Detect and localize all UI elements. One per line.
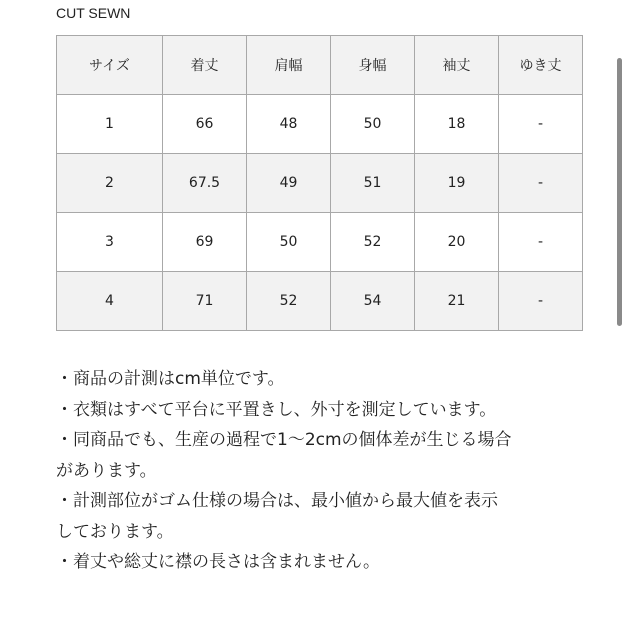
header-cell: 着丈 xyxy=(163,36,247,95)
table-cell: 54 xyxy=(331,272,415,331)
table-cell: - xyxy=(499,213,583,272)
measurement-notes xyxy=(56,364,606,578)
table-cell: - xyxy=(499,154,583,213)
table-cell: 52 xyxy=(331,213,415,272)
table-cell: - xyxy=(499,272,583,331)
table-cell: - xyxy=(499,95,583,154)
table-cell: 48 xyxy=(247,95,331,154)
header-cell: サイズ xyxy=(57,36,163,95)
table-row xyxy=(57,95,583,154)
table-header-row xyxy=(57,36,583,95)
table-row xyxy=(57,154,583,213)
table-cell: 19 xyxy=(415,154,499,213)
table-cell: 51 xyxy=(331,154,415,213)
table-cell: 71 xyxy=(163,272,247,331)
table-row xyxy=(57,213,583,272)
note-line: があります。 xyxy=(56,460,157,481)
note-line: ・計測部位がゴム仕様の場合は、最小値から最大値を表示 xyxy=(56,491,498,511)
table-cell: 69 xyxy=(163,213,247,272)
size-table xyxy=(56,35,583,331)
table-cell: 1 xyxy=(57,95,163,154)
table-cell: 2 xyxy=(57,154,163,213)
header-cell: 身幅 xyxy=(331,36,415,95)
note-line: ・商品の計測はcm単位です。 xyxy=(56,369,285,389)
header-cell: 袖丈 xyxy=(415,36,499,95)
table-cell: 49 xyxy=(247,154,331,213)
note-line: ・衣類はすべて平台に平置きし、外寸を測定しています。 xyxy=(56,399,497,420)
note-line: しております。 xyxy=(56,521,174,542)
table-cell: 50 xyxy=(331,95,415,154)
table-cell: 4 xyxy=(57,272,163,331)
header-cell: 肩幅 xyxy=(247,36,331,95)
note-line: ・着丈や総丈に襟の長さは含まれません。 xyxy=(56,552,381,572)
note-line: ・同商品でも、生産の過程で1〜2cmの個体差が生じる場合 xyxy=(56,430,512,450)
header-cell: ゆき丈 xyxy=(499,36,583,95)
table-cell: 3 xyxy=(57,213,163,272)
table-cell: 66 xyxy=(163,95,247,154)
table-scrollbar[interactable] xyxy=(617,58,622,326)
table-cell: 52 xyxy=(247,272,331,331)
table-cell: 67.5 xyxy=(163,154,247,213)
table-row xyxy=(57,272,583,331)
table-cell: 50 xyxy=(247,213,331,272)
table-cell: 21 xyxy=(415,272,499,331)
section-title: CUT SEWN xyxy=(56,5,131,21)
table-cell: 20 xyxy=(415,213,499,272)
table-cell: 18 xyxy=(415,95,499,154)
